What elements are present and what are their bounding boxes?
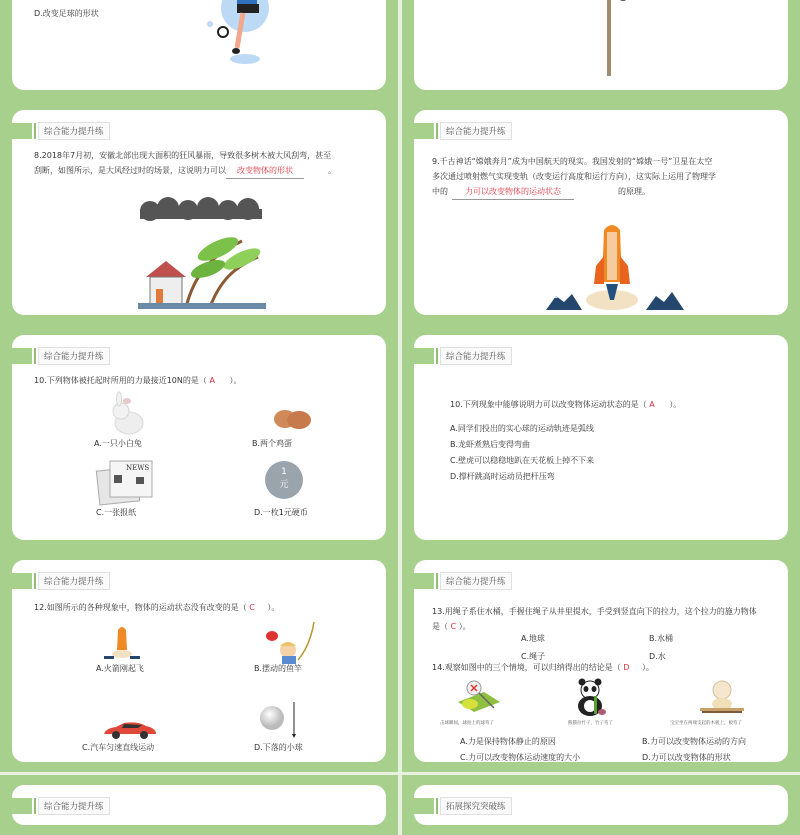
section-tab	[12, 797, 110, 815]
section-label: 综合能力提升练	[38, 572, 110, 590]
slide-q12	[0, 550, 398, 772]
question-12	[34, 600, 279, 615]
question-8-line1: 8.2018年7月初，安徽北部出现大面积的狂风暴雨，导致很多树木被大风刮弯，甚至	[34, 151, 332, 160]
tab-divider	[34, 573, 36, 589]
answer-blank: 改变物体的形状	[226, 163, 304, 179]
option-d: D.撑杆跳高时运动员把杆压弯	[450, 472, 555, 481]
question-13	[432, 604, 792, 634]
section-label: 综合能力提升练	[440, 122, 512, 140]
answer-blank: 力可以改变物体的运动状态	[452, 184, 574, 200]
option-a-caption: A.一只小白兔	[94, 439, 142, 448]
option-a: A.力是保持物体静止的原因	[460, 737, 556, 746]
question-stem-end: ）。	[642, 663, 654, 672]
question-stem-end: ）。	[229, 376, 242, 385]
option-d: D.改变足球的形状	[34, 9, 99, 18]
section-tab	[414, 797, 512, 815]
section-tab	[414, 122, 512, 140]
rabbit-icon	[107, 393, 147, 435]
fishing-boy-icon	[258, 620, 318, 664]
question-10b	[450, 397, 681, 412]
slide-card	[414, 0, 788, 90]
section-label: 综合能力提升练	[38, 797, 110, 815]
question-9	[432, 154, 782, 200]
slide-card	[12, 785, 386, 825]
option-c	[34, 0, 98, 1]
option-c: C.绳子	[521, 652, 546, 661]
newspaper-icon	[96, 457, 156, 505]
section-label: 综合能力提升练	[440, 347, 512, 365]
option-d-caption: D.下落的小球	[254, 743, 303, 752]
question-8-text: 刮断，如图所示，是大风经过时的场景，这说明力可以	[34, 166, 226, 175]
question-14	[432, 660, 654, 675]
slide-bottom-right	[402, 775, 800, 835]
rocket-launch-icon	[538, 226, 688, 310]
option-a: A.同学们投出的实心球的运动轨迹是弧线	[450, 424, 594, 433]
tab-divider	[34, 123, 36, 139]
section-tab	[12, 347, 110, 365]
question-9-text: 中的	[432, 187, 448, 196]
option-c-caption: C.汽车匀速直线运动	[82, 743, 155, 752]
answer-value: A	[209, 376, 215, 385]
question-9-line3	[432, 184, 782, 200]
tab-divider	[34, 798, 36, 814]
question-9-line1: 9.千古神话“嫦娥奔月”成为中国航天的现实。我国发射的“嫦娥一号”卫星在太空	[432, 157, 713, 166]
panda-icon	[572, 678, 608, 716]
soccer-player-icon	[207, 0, 307, 65]
slide-card	[12, 335, 386, 540]
tab-divider	[436, 123, 438, 139]
red-car-icon	[102, 720, 158, 740]
slide-top-left	[0, 0, 398, 100]
tab-accent	[414, 123, 434, 139]
tab-divider	[436, 348, 438, 364]
question-stem-end: ）。	[458, 622, 471, 631]
slide-q13-q14	[402, 550, 800, 772]
option-a-caption: A.火箭刚起飞	[96, 664, 144, 673]
question-stem: 是（	[432, 622, 448, 631]
option-b: B.力可以改变物体运动的方向	[642, 737, 747, 746]
tab-accent	[414, 798, 434, 814]
question-stem-end: ）。	[669, 400, 682, 409]
image-caption-1: 击球瞬间，球拍上的球弯了	[440, 721, 494, 726]
slide-q10a	[0, 325, 398, 550]
slide-q9	[402, 100, 800, 325]
option-d: D.水	[649, 652, 666, 661]
question-10a	[34, 373, 241, 388]
answer-value: D	[623, 663, 630, 672]
tab-accent	[12, 798, 32, 814]
option-b-caption: B.两个鸡蛋	[252, 439, 293, 448]
tab-accent	[414, 348, 434, 364]
question-9-line2: 多次通过喷射燃气实现变轨（改变运行高度和运行方向），这实际上运用了物理学	[432, 172, 716, 181]
option-d: D.力可以改变物体的形状	[642, 753, 731, 762]
question-stem-end: ）。	[267, 603, 280, 612]
tab-divider	[436, 573, 438, 589]
tab-divider	[436, 798, 438, 814]
slide-card	[414, 785, 788, 825]
option-b: B.水桶	[649, 634, 674, 643]
answer-value: C	[450, 622, 457, 631]
option-c: C.壁虎可以稳稳地趴在天花板上掉不下来	[450, 456, 595, 465]
section-label: 综合能力提升练	[440, 572, 512, 590]
option-d-caption: D.一枚1元硬币	[254, 508, 308, 517]
tab-accent	[12, 123, 32, 139]
tab-divider	[34, 348, 36, 364]
coin-value: 1	[281, 467, 287, 477]
storm-trees-house-icon	[138, 197, 266, 312]
eggs-icon	[270, 405, 314, 433]
question-stem: 10.下列现象中能够说明力可以改变物体运动状态的是（	[450, 400, 647, 409]
slide-card	[414, 335, 788, 540]
baby-on-board-icon	[698, 680, 746, 714]
falling-ball-icon	[260, 702, 300, 742]
answer-value: A	[649, 400, 655, 409]
option-b-caption: B.摆动的鱼竿	[254, 664, 303, 673]
newspaper-text: NEWS	[126, 464, 150, 472]
tab-accent	[12, 348, 32, 364]
question-stem: 12.如图所示的各种现象中，物体的运动状态没有改变的是（	[34, 603, 247, 612]
question-8	[34, 148, 384, 179]
option-c: C.力可以改变物体运动速度的大小	[460, 753, 581, 762]
image-caption-3: 宝宝坐在两端支起的木板上，板弯了	[670, 721, 742, 726]
question-8-line2	[34, 163, 384, 179]
section-label-alt: 拓展探究突破练	[440, 797, 512, 815]
section-tab	[414, 347, 512, 365]
slide-card	[414, 560, 788, 762]
tab-accent	[12, 573, 32, 589]
slide-q10b	[402, 325, 800, 550]
section-tab	[414, 572, 512, 590]
question-stem: 10.下列物体被托起时所用的力最接近10N的是（	[34, 376, 207, 385]
hanging-rope-pole-icon	[594, 0, 634, 76]
slide-card	[12, 110, 386, 315]
tab-accent	[414, 573, 434, 589]
question-13-line1: 13.用绳子系住水桶，手握住绳子从井里提水，手受到竖直向下的拉力，这个拉力的施力物体	[432, 607, 757, 616]
slide-q8	[0, 100, 398, 325]
coin-unit: 元	[279, 480, 289, 490]
rocket-icon	[100, 626, 144, 660]
section-label: 综合能力提升练	[38, 347, 110, 365]
tennis-racket-icon	[454, 680, 504, 714]
question-9-suffix: 的原理。	[618, 187, 650, 196]
answer-value: C	[249, 603, 255, 612]
option-a: A.地球	[521, 634, 545, 643]
slide-card	[12, 0, 386, 90]
option-b: B.龙虾煮熟后变得弯曲	[450, 440, 531, 449]
question-13-line2	[432, 619, 792, 634]
slide-card	[12, 560, 386, 762]
question-stem: 14.观察如图中的三个情境，可以归纳得出的结论是（	[432, 663, 621, 672]
section-label: 综合能力提升练	[38, 122, 110, 140]
section-tab	[12, 122, 110, 140]
slide-bottom-left	[0, 775, 398, 835]
section-tab	[12, 572, 110, 590]
slide-top-right	[402, 0, 800, 100]
image-caption-2: 熊猫拉竹子，竹子弯了	[568, 721, 613, 726]
option-c-caption: C.一张报纸	[96, 508, 137, 517]
coin-icon	[265, 461, 303, 499]
slide-card	[414, 110, 788, 315]
question-8-period: 。	[328, 166, 336, 175]
